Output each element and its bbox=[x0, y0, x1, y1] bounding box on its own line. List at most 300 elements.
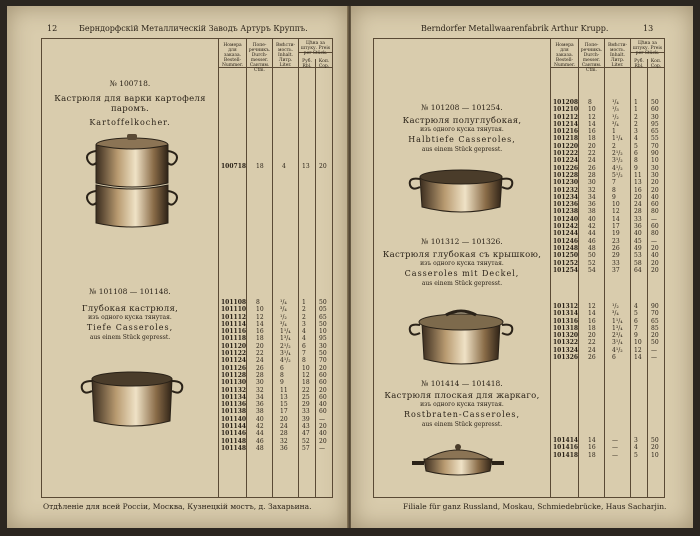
capacity-cell: 1³/₄ bbox=[280, 335, 291, 343]
column-header-order-no: Номера для заказа. Bestell-Nummer. bbox=[553, 43, 576, 68]
table-row bbox=[550, 354, 664, 361]
price-kop-cell: 20 bbox=[651, 186, 659, 194]
diameter-cell: 12 bbox=[588, 303, 596, 310]
table-row bbox=[218, 401, 332, 408]
table-row bbox=[550, 172, 664, 179]
table-row bbox=[550, 347, 664, 354]
capacity-cell: ¹/₂ bbox=[280, 313, 287, 321]
table-row bbox=[550, 194, 664, 201]
diameter-cell: 24 bbox=[256, 357, 264, 365]
capacity-cell: 28 bbox=[280, 430, 288, 438]
price-kop-cell: 20 bbox=[319, 423, 327, 431]
diameter-cell: 50 bbox=[588, 252, 596, 260]
price-rub-cell: 7 bbox=[302, 350, 306, 358]
diameter-cell: 16 bbox=[256, 328, 264, 336]
table-row bbox=[550, 260, 664, 267]
page-header-left: Берндорфскій Металлическій Заводъ Артуръ Круппъ. bbox=[79, 24, 308, 33]
capacity-cell: 5¹/₂ bbox=[612, 171, 623, 179]
price-kop-cell: 60 bbox=[651, 106, 659, 114]
price-rows-steamer bbox=[218, 163, 332, 170]
table-row bbox=[218, 445, 332, 452]
price-rub-cell: 52 bbox=[302, 437, 310, 445]
capacity-cell: 4¹/₂ bbox=[612, 346, 623, 354]
section-subtitle-de: aus einem Stück gepresst. bbox=[421, 280, 503, 287]
price-table-frame-right bbox=[373, 38, 665, 498]
page-footer-right: Filiale für ganz Russland, Moskau, Schmiedebrücke, Haus Sacharjin. bbox=[403, 502, 667, 511]
table-row bbox=[218, 314, 332, 321]
capacity-cell: 17 bbox=[612, 223, 620, 231]
price-rub-cell: 33 bbox=[302, 408, 310, 416]
diameter-cell: 16 bbox=[588, 128, 596, 136]
table-row bbox=[550, 128, 664, 135]
diameter-cell: 14 bbox=[588, 120, 596, 128]
capacity-cell: 3¹/₄ bbox=[612, 339, 623, 347]
price-rub-cell: 29 bbox=[302, 401, 310, 409]
capacity-cell: 26 bbox=[612, 244, 620, 252]
order-number-cell: 101236 bbox=[553, 201, 579, 209]
order-number-cell: 101216 bbox=[553, 128, 579, 136]
price-rub-cell: 11 bbox=[634, 171, 642, 179]
price-kop-cell: 65 bbox=[651, 128, 659, 136]
capacity-cell: — bbox=[612, 444, 618, 452]
table-row bbox=[550, 267, 664, 274]
order-number-cell: 101144 bbox=[221, 423, 247, 431]
price-rub-cell: 8 bbox=[634, 157, 638, 165]
price-kop-cell: 85 bbox=[651, 324, 659, 332]
price-kop-cell: 50 bbox=[651, 437, 659, 444]
order-number-cell: 101212 bbox=[553, 113, 579, 121]
table-row bbox=[218, 299, 332, 306]
table-row bbox=[550, 99, 664, 106]
diameter-cell: 36 bbox=[256, 401, 264, 409]
capacity-cell: 13 bbox=[280, 393, 288, 401]
order-number-cell: 101118 bbox=[221, 335, 247, 343]
section-subtitle-de: aus einem Stück gepresst. bbox=[421, 146, 503, 153]
column-header-diameter: Попе-речникъ. Durch-messer. Сантим. Ctm. bbox=[580, 43, 603, 73]
capacity-cell: 6 bbox=[612, 354, 616, 362]
capacity-cell: ³/₄ bbox=[280, 306, 287, 314]
price-rub-cell: 9 bbox=[634, 164, 638, 172]
price-rub-cell: 49 bbox=[634, 244, 642, 252]
capacity-cell: 19 bbox=[612, 230, 620, 238]
capacity-cell: 23 bbox=[612, 237, 620, 245]
diameter-cell: 36 bbox=[588, 201, 596, 209]
price-rub-cell: 12 bbox=[634, 346, 642, 354]
capacity-cell: 2 bbox=[612, 142, 616, 150]
section-deep-casserole bbox=[42, 287, 218, 341]
price-kop-cell: 50 bbox=[319, 350, 327, 358]
price-kop-cell: 65 bbox=[651, 317, 659, 325]
table-row bbox=[218, 350, 332, 357]
order-number-cell: 101240 bbox=[553, 215, 579, 223]
price-kop-cell: 80 bbox=[651, 208, 659, 216]
diameter-cell: 42 bbox=[256, 423, 264, 431]
price-kop-cell: — bbox=[319, 444, 325, 452]
order-number-cell: 101316 bbox=[553, 317, 579, 325]
capacity-cell: 1³/₄ bbox=[612, 324, 623, 332]
price-kop-cell: 70 bbox=[319, 357, 327, 365]
order-number-cell: 101414 bbox=[553, 437, 579, 444]
diameter-cell: 54 bbox=[588, 266, 596, 274]
price-kop-cell: — bbox=[651, 354, 657, 362]
price-kop-cell: 10 bbox=[319, 328, 327, 336]
table-row bbox=[550, 325, 664, 332]
capacity-cell: ¹/₃ bbox=[612, 106, 619, 114]
table-row bbox=[550, 187, 664, 194]
price-kop-cell: 95 bbox=[319, 335, 327, 343]
diameter-cell: 16 bbox=[588, 317, 596, 325]
deep-casserole-illustration bbox=[80, 369, 184, 431]
capacity-cell: ³/₄ bbox=[612, 120, 619, 128]
price-kop-cell: 60 bbox=[319, 408, 327, 416]
price-kop-cell: 20 bbox=[319, 437, 327, 445]
section-subtitle-de: aus einem Stück gepresst. bbox=[421, 421, 503, 428]
order-number-cell: 101324 bbox=[553, 346, 579, 354]
section-number: № 101108 — 101148. bbox=[89, 287, 171, 296]
table-row bbox=[550, 208, 664, 215]
table-row bbox=[218, 416, 332, 423]
order-number-cell: 101230 bbox=[553, 179, 579, 187]
section-subtitle-ru: изъ одного куска тянутая. bbox=[88, 314, 172, 321]
price-rub-cell: 53 bbox=[634, 252, 642, 260]
order-number-cell: 101228 bbox=[553, 171, 579, 179]
price-kop-cell: 95 bbox=[651, 120, 659, 128]
diameter-cell: 40 bbox=[256, 415, 264, 423]
section-number: № 101312 — 101326. bbox=[421, 237, 503, 246]
order-number-cell: 101244 bbox=[553, 230, 579, 238]
price-rub-cell: 64 bbox=[634, 266, 642, 274]
order-number-cell: 101136 bbox=[221, 401, 247, 409]
order-number-cell: 101130 bbox=[221, 379, 247, 387]
table-row bbox=[550, 310, 664, 317]
column-header-kop: Коп. Cop. bbox=[318, 59, 330, 69]
diameter-cell: 32 bbox=[588, 186, 596, 194]
column-header-diameter: Попе-речникъ. Durch-messer. Сантим. Ctm. bbox=[248, 43, 271, 73]
table-row bbox=[550, 143, 664, 150]
price-rub-cell: 45 bbox=[634, 237, 642, 245]
section-steamer bbox=[42, 79, 218, 127]
price-kop-cell: 40 bbox=[319, 430, 327, 438]
capacity-cell: ¹/₂ bbox=[612, 113, 619, 121]
order-number-cell: 101148 bbox=[221, 437, 247, 445]
diameter-cell: 24 bbox=[588, 346, 596, 354]
price-rub-cell: 24 bbox=[634, 201, 642, 209]
diameter-cell: 30 bbox=[256, 379, 264, 387]
order-number-cell: 101234 bbox=[553, 193, 579, 201]
section-title-de: Kartoffelkocher. bbox=[89, 118, 171, 127]
section-title-ru: Кастрюля глубокая съ крышкою, bbox=[382, 250, 542, 260]
capacity-cell: 4¹/₂ bbox=[280, 357, 291, 365]
price-rub-cell: 57 bbox=[302, 444, 310, 452]
price-rub-cell: 6 bbox=[302, 342, 306, 350]
price-table-frame-left bbox=[41, 38, 333, 498]
price-kop-cell: — bbox=[651, 346, 657, 354]
price-rub-cell: 36 bbox=[634, 223, 642, 231]
diameter-cell: 42 bbox=[588, 223, 596, 231]
price-rub-cell: 10 bbox=[634, 339, 642, 347]
diameter-cell: 20 bbox=[588, 332, 596, 340]
price-kop-cell: 90 bbox=[651, 303, 659, 310]
price-kop-cell: 60 bbox=[319, 379, 327, 387]
price-rub-cell: 58 bbox=[634, 259, 642, 267]
section-title-ru: Кастрюля для варки картофеля паромъ. bbox=[54, 94, 206, 114]
column-header-price: Цѣна за штуку. Preis per Stück. bbox=[632, 41, 663, 56]
price-kop-cell: 60 bbox=[651, 201, 659, 209]
steamer-pot-illustration bbox=[82, 131, 182, 233]
page-header-right: Berndorfer Metallwaarenfabrik Arthur Krupp. bbox=[421, 24, 609, 33]
order-number-cell: 101416 bbox=[553, 444, 579, 452]
price-kop-cell: 30 bbox=[651, 113, 659, 121]
diameter-cell: 24 bbox=[588, 157, 596, 165]
price-rub-cell: 9 bbox=[634, 332, 638, 340]
table-row bbox=[550, 318, 664, 325]
table-row bbox=[218, 357, 332, 364]
diameter-cell: 20 bbox=[256, 342, 264, 350]
section-number: № 100718. bbox=[109, 79, 151, 88]
table-row bbox=[550, 437, 664, 444]
price-kop-cell: 30 bbox=[651, 164, 659, 172]
price-rub-cell: 10 bbox=[302, 364, 310, 372]
price-rub-cell: 43 bbox=[302, 423, 310, 431]
price-kop-cell: 05 bbox=[319, 306, 327, 314]
diameter-cell: 18 bbox=[256, 335, 264, 343]
price-kop-cell: 10 bbox=[651, 451, 659, 459]
price-rub-cell: 4 bbox=[634, 135, 638, 143]
diameter-cell: 10 bbox=[256, 306, 264, 314]
table-row bbox=[218, 394, 332, 401]
diameter-cell: 10 bbox=[588, 106, 596, 114]
capacity-cell: 17 bbox=[280, 408, 288, 416]
price-kop-cell: 20 bbox=[319, 386, 327, 394]
price-kop-cell: 55 bbox=[651, 135, 659, 143]
diameter-cell: 46 bbox=[588, 237, 596, 245]
section-half-deep-casserole bbox=[374, 103, 550, 153]
price-rows-lidded bbox=[550, 303, 664, 361]
right-catalog-page bbox=[351, 6, 693, 528]
diameter-cell: 18 bbox=[588, 324, 596, 332]
price-kop-cell: 60 bbox=[319, 371, 327, 379]
table-row bbox=[218, 335, 332, 342]
lidded-casserole-illustration bbox=[406, 305, 516, 369]
price-kop-cell: 30 bbox=[651, 171, 659, 179]
price-kop-cell: 40 bbox=[651, 193, 659, 201]
capacity-cell: 12 bbox=[612, 208, 620, 216]
price-rub-cell: 2 bbox=[302, 313, 306, 321]
diameter-cell: 14 bbox=[588, 310, 596, 318]
price-rub-cell: 25 bbox=[302, 393, 310, 401]
capacity-cell: 24 bbox=[280, 423, 288, 431]
price-rub-cell: 47 bbox=[302, 430, 310, 438]
diameter-cell: 14 bbox=[588, 437, 596, 444]
price-kop-cell: 30 bbox=[319, 342, 327, 350]
order-number-cell: 101320 bbox=[553, 332, 579, 340]
capacity-cell: 2¹/₂ bbox=[280, 342, 291, 350]
table-row bbox=[218, 306, 332, 313]
order-number-cell: 101326 bbox=[553, 354, 579, 362]
capacity-cell: 8 bbox=[280, 371, 284, 379]
price-kop-cell: — bbox=[319, 415, 325, 423]
price-kop-cell: 20 bbox=[651, 332, 659, 340]
order-number-cell: 101252 bbox=[553, 259, 579, 267]
table-row bbox=[550, 179, 664, 186]
capacity-cell: 33 bbox=[612, 259, 620, 267]
order-number-cell: 101138 bbox=[221, 408, 247, 416]
diameter-cell: 46 bbox=[256, 437, 264, 445]
price-kop-cell: 80 bbox=[651, 230, 659, 238]
price-rub-cell: 13 bbox=[634, 179, 642, 187]
flat-roasting-casserole-illustration bbox=[410, 437, 506, 479]
table-row bbox=[550, 165, 664, 172]
price-kop-cell: 60 bbox=[319, 393, 327, 401]
table-row bbox=[550, 157, 664, 164]
diameter-cell: 48 bbox=[588, 244, 596, 252]
order-number-cell: 101134 bbox=[221, 393, 247, 401]
diameter-cell: 8 bbox=[256, 299, 260, 306]
price-kop-cell: 20 bbox=[651, 259, 659, 267]
price-rows-half-deep bbox=[550, 99, 664, 274]
price-rub-cell: 33 bbox=[634, 215, 642, 223]
order-number-cell: 101132 bbox=[221, 386, 247, 394]
price-rub-cell: 5 bbox=[634, 310, 638, 318]
price-rub-cell: 3 bbox=[634, 128, 638, 136]
table-row bbox=[218, 408, 332, 415]
table-row bbox=[550, 252, 664, 259]
capacity-cell: 3¹/₂ bbox=[612, 157, 623, 165]
capacity-cell: 2³/₄ bbox=[612, 332, 623, 340]
column-header-capacity: Вмѣсти-мость. Inhalt. Литр. Liter. bbox=[275, 43, 296, 68]
table-row bbox=[550, 135, 664, 142]
capacity-cell: — bbox=[612, 437, 618, 444]
order-number-cell: 101114 bbox=[221, 320, 247, 328]
price-rub-cell: 8 bbox=[302, 357, 306, 365]
price-rub-cell: 2 bbox=[302, 306, 306, 314]
section-title-ru: Кастрюля плоская для жаркаго, bbox=[384, 391, 540, 401]
diameter-cell: 48 bbox=[256, 444, 264, 452]
section-subtitle-ru: изъ одного куска тянутая. bbox=[420, 260, 504, 267]
diameter-cell: 52 bbox=[588, 259, 596, 267]
diameter-cell: 44 bbox=[256, 430, 264, 438]
order-number-cell: 101254 bbox=[553, 266, 579, 274]
diameter-cell: 26 bbox=[256, 364, 264, 372]
order-number-cell: 101314 bbox=[553, 310, 579, 318]
order-number-cell: 101238 bbox=[553, 208, 579, 216]
order-number-cell: 101248 bbox=[553, 244, 579, 252]
diameter-cell: 26 bbox=[588, 164, 596, 172]
price-rub-cell: 3 bbox=[302, 320, 306, 328]
price-kop-cell: 50 bbox=[319, 299, 327, 306]
table-row bbox=[550, 216, 664, 223]
price-rub-cell: 12 bbox=[302, 371, 310, 379]
table-row bbox=[550, 223, 664, 230]
order-number-cell: 101418 bbox=[553, 451, 579, 459]
price-rub-cell: 22 bbox=[302, 386, 310, 394]
price-rub-cell: 4 bbox=[302, 328, 306, 336]
price-rows-flat bbox=[550, 437, 664, 459]
order-number-cell: 101124 bbox=[221, 357, 247, 365]
diameter-cell: 28 bbox=[588, 171, 596, 179]
price-rub-cell: 18 bbox=[302, 379, 310, 387]
capacity-cell: 9 bbox=[612, 193, 616, 201]
capacity-cell: ³/₄ bbox=[280, 320, 287, 328]
column-header-rub: Руб. Rbl. bbox=[634, 59, 644, 69]
table-row bbox=[218, 328, 332, 335]
table-row bbox=[218, 321, 332, 328]
capacity-cell: ¹/₄ bbox=[612, 99, 619, 106]
diameter-cell: 44 bbox=[588, 230, 596, 238]
price-rub-cell: 5 bbox=[634, 451, 638, 459]
price-kop-cell: 50 bbox=[319, 320, 327, 328]
table-row bbox=[550, 150, 664, 157]
capacity-cell: 1 bbox=[612, 128, 616, 136]
order-number-cell: 101108 bbox=[221, 299, 247, 306]
capacity-cell: 36 bbox=[280, 444, 288, 452]
order-number-cell: 101218 bbox=[553, 135, 579, 143]
price-kop-cell: 40 bbox=[319, 401, 327, 409]
capacity-cell: 6 bbox=[280, 364, 284, 372]
table-row bbox=[550, 444, 664, 451]
price-rub-cell: 2 bbox=[634, 113, 638, 121]
order-number-cell: 101120 bbox=[221, 342, 247, 350]
order-number-cell: 101148 bbox=[221, 444, 247, 452]
section-title-ru: Глубокая кастрюля, bbox=[81, 304, 179, 314]
column-header-price: Цѣна за штуку. Preis per Stück. bbox=[300, 41, 331, 56]
capacity-cell: 20 bbox=[280, 415, 288, 423]
half-deep-casserole-illustration bbox=[406, 165, 516, 217]
diameter-cell: 18 bbox=[588, 135, 596, 143]
price-kop-cell: — bbox=[651, 215, 657, 223]
price-rub-cell: 14 bbox=[634, 354, 642, 362]
diameter-cell: 12 bbox=[256, 313, 264, 321]
column-header-rub: Руб. Rbl. bbox=[302, 59, 312, 69]
table-row bbox=[218, 430, 332, 437]
section-number: № 101208 — 101254. bbox=[421, 103, 503, 112]
price-kop-cell: — bbox=[651, 237, 657, 245]
price-kop-cell: 40 bbox=[651, 252, 659, 260]
price-rub-cell: 1 bbox=[302, 299, 306, 306]
diameter-cell: 34 bbox=[256, 393, 264, 401]
capacity-cell: 2¹/₂ bbox=[612, 150, 623, 158]
capacity-cell: ³/₄ bbox=[612, 310, 619, 318]
price-rub-cell: 20 bbox=[634, 193, 642, 201]
capacity-cell: 1¹/₄ bbox=[280, 328, 291, 336]
diameter-cell: 22 bbox=[588, 150, 596, 158]
price-kop-cell: 20 bbox=[651, 266, 659, 274]
section-subtitle-ru: изъ одного куска тянутая. bbox=[420, 401, 504, 408]
section-title-de: Tiefe Casseroles, bbox=[86, 323, 174, 332]
diameter-cell: 16 bbox=[588, 444, 596, 452]
capacity-cell: 15 bbox=[280, 401, 288, 409]
page-number-right: 13 bbox=[643, 24, 654, 33]
table-row bbox=[218, 423, 332, 430]
diameter-cell: 22 bbox=[256, 350, 264, 358]
page-number-left: 12 bbox=[47, 24, 58, 33]
price-rub-cell: 1 bbox=[634, 106, 638, 114]
price-kop-cell: 60 bbox=[651, 223, 659, 231]
section-subtitle-ru: изъ одного куска тянутая. bbox=[420, 126, 504, 133]
price-kop-cell: 10 bbox=[651, 157, 659, 165]
diameter-cell: 20 bbox=[588, 142, 596, 150]
capacity-cell: 8 bbox=[612, 186, 616, 194]
capacity-cell: 1¹/₄ bbox=[612, 317, 623, 325]
order-number-cell: 101242 bbox=[553, 223, 579, 231]
diameter-cell: 40 bbox=[588, 215, 596, 223]
capacity-cell: 29 bbox=[612, 252, 620, 260]
diameter-cell: 28 bbox=[256, 371, 264, 379]
price-rub-cell: 7 bbox=[634, 324, 638, 332]
capacity-cell: 1¹/₄ bbox=[612, 135, 623, 143]
section-number: № 101414 — 101418. bbox=[421, 379, 503, 388]
column-header-kop: Коп. Cop. bbox=[650, 59, 662, 69]
